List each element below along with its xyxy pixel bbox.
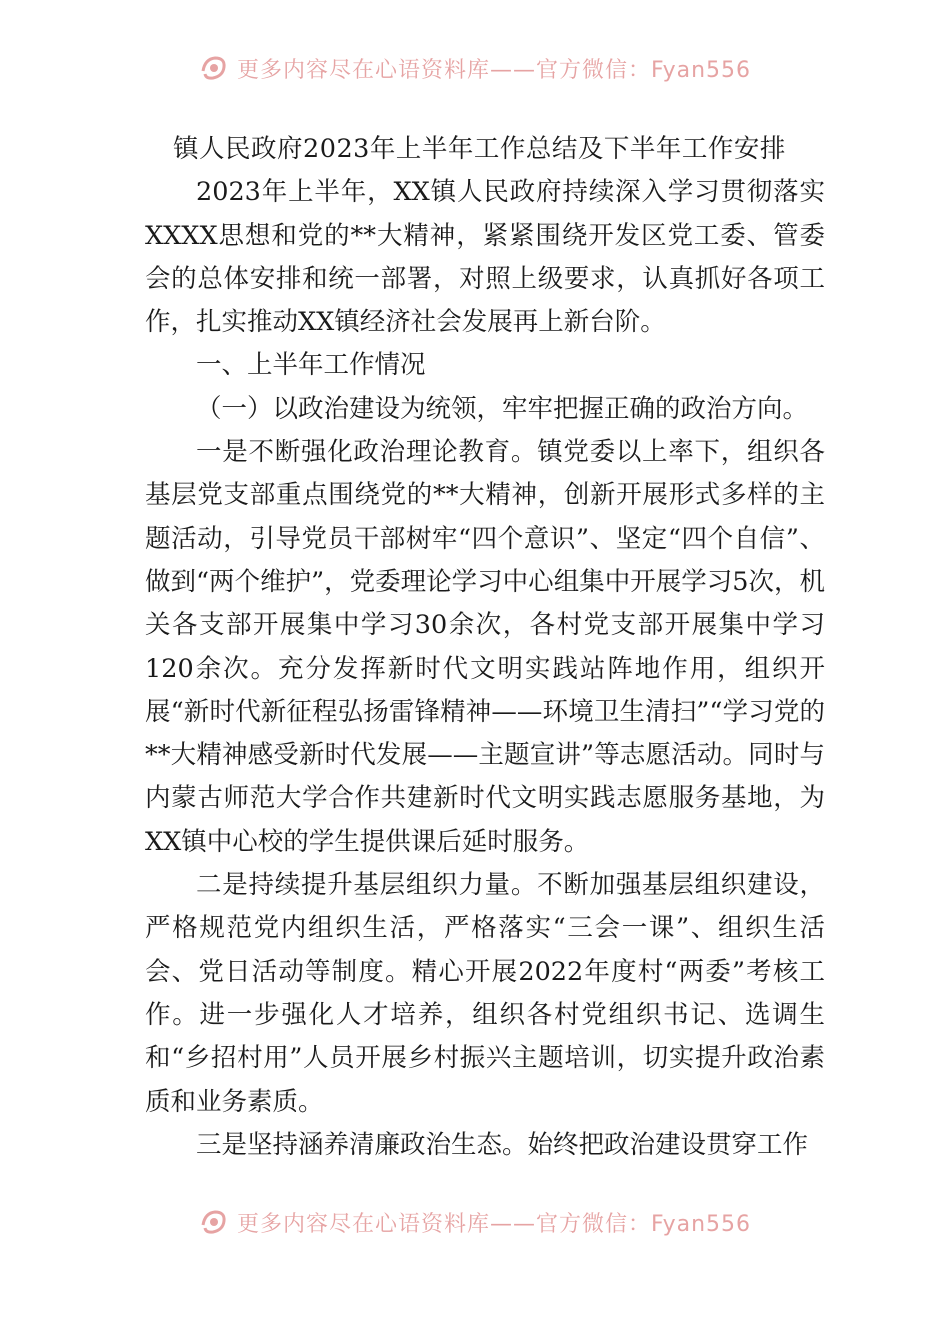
section-heading-first-half: 一、上半年工作情况 — [196, 350, 426, 381]
watermark-footer — [0, 1204, 950, 1240]
brand-logo-icon — [199, 53, 229, 83]
watermark-header — [0, 50, 950, 86]
paragraph-intro: 2023年上半年，XX镇人民政府持续深入学习贯彻落实XXXX思想和党的**大精神，紧紧围绕开发区党工委、管委会的总体安排和统一部署，对照上级要求，认真抓好各项工作，扎实推动XX镇经济社会发展再上新台阶。 — [145, 177, 825, 338]
watermark-text: 更多内容尽在心语资料库——官方微信：Fyan556 — [236, 1211, 752, 1237]
document-body — [145, 128, 825, 1167]
paragraph-organization: 二是持续提升基层组织力量。不断加强基层组织建设，严格规范党内组织生活，严格落实“三会一课”、组织生活会、党日活动等制度。精心开展2022年度村“两委”考核工作。进一步强化人才培养，组织各村党组织书记、选调生和“乡招村用”人员开展乡村振兴主题培训，切实提升政治素质和业务素质。 — [145, 870, 825, 1117]
document-title: 镇人民政府2023年上半年工作总结及下半年工作安排 — [173, 134, 786, 164]
paragraph-theory-education: 一是不断强化政治理论教育。镇党委以上率下，组织各基层党支部重点围绕党的**大精神，创新开展形式多样的主题活动，引导党员干部树牢“四个意识”、坚定“四个自信”、做到“两个维护”，党委理论学习中心组集中开展学习5次，机关各支部开展集中学习30余次，各村党支部开展集中学习120余次。充分发挥新时代文明实践站阵地作用，组织开展“新时代新征程弘扬雷锋精神——环境卫生清扫”“学习党的**大精神感受新时代发展——主题宣讲”等志愿活动。同时与内蒙古师范大学合作共建新时代文明实践志愿服务基地，为XX镇中心校的学生提供课后延时服务。 — [145, 437, 825, 857]
brand-logo-icon — [199, 1207, 229, 1237]
watermark-text: 更多内容尽在心语资料库——官方微信：Fyan556 — [236, 57, 752, 83]
subsection-heading-political: （一）以政治建设为统领，牢牢把握正确的政治方向。 — [196, 393, 809, 424]
paragraph-clean-politics: 三是坚持涵养清廉政治生态。始终把政治建设贯穿工作 — [196, 1129, 809, 1160]
